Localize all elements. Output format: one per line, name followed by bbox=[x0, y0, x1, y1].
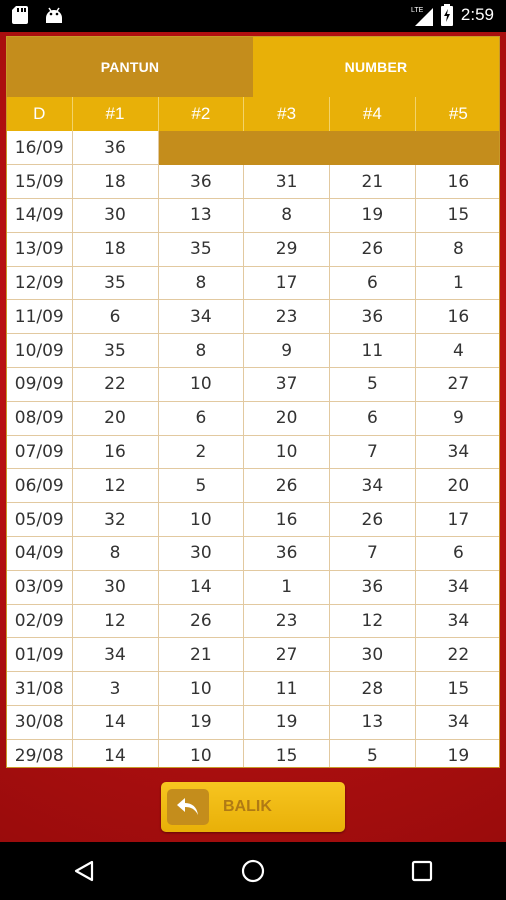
table-row bbox=[7, 131, 500, 165]
number-cell: 34 bbox=[415, 435, 500, 469]
results-table bbox=[7, 97, 500, 768]
number-cell: 34 bbox=[415, 706, 500, 740]
number-cell: 19 bbox=[244, 706, 330, 740]
date-cell: 03/09 bbox=[7, 570, 72, 604]
number-cell: 15 bbox=[244, 739, 330, 768]
table-row bbox=[7, 368, 500, 402]
number-cell: 30 bbox=[330, 638, 416, 672]
sd-card-icon bbox=[12, 6, 30, 24]
table-row bbox=[7, 300, 500, 334]
date-cell: 13/09 bbox=[7, 232, 72, 266]
number-cell: 10 bbox=[158, 368, 244, 402]
number-cell: 36 bbox=[72, 131, 158, 165]
table-row bbox=[7, 706, 500, 740]
number-cell: 23 bbox=[244, 604, 330, 638]
number-cell: 1 bbox=[244, 570, 330, 604]
date-cell: 02/09 bbox=[7, 604, 72, 638]
date-cell: 01/09 bbox=[7, 638, 72, 672]
date-cell: 10/09 bbox=[7, 334, 72, 368]
number-cell: 18 bbox=[72, 165, 158, 199]
number-cell: 8 bbox=[158, 334, 244, 368]
number-cell: 36 bbox=[330, 570, 416, 604]
header-1: #1 bbox=[72, 97, 158, 131]
number-cell: 26 bbox=[330, 232, 416, 266]
table-row bbox=[7, 334, 500, 368]
tab-bar bbox=[7, 37, 499, 97]
number-cell: 15 bbox=[415, 199, 500, 233]
date-cell: 07/09 bbox=[7, 435, 72, 469]
date-cell: 08/09 bbox=[7, 401, 72, 435]
number-cell: 30 bbox=[158, 537, 244, 571]
status-bar bbox=[0, 0, 506, 32]
number-cell: 34 bbox=[415, 570, 500, 604]
back-button[interactable] bbox=[161, 782, 345, 832]
table-row bbox=[7, 638, 500, 672]
number-cell: 26 bbox=[330, 503, 416, 537]
number-cell: 7 bbox=[330, 435, 416, 469]
table-row bbox=[7, 199, 500, 233]
table-header-row bbox=[7, 97, 500, 131]
date-cell: 30/08 bbox=[7, 706, 72, 740]
date-cell: 16/09 bbox=[7, 131, 72, 165]
table-row bbox=[7, 503, 500, 537]
battery-icon bbox=[441, 4, 453, 26]
number-cell: 12 bbox=[72, 469, 158, 503]
number-cell: 21 bbox=[158, 638, 244, 672]
number-cell: 23 bbox=[244, 300, 330, 334]
number-cell: 6 bbox=[72, 300, 158, 334]
number-cell: 8 bbox=[415, 232, 500, 266]
number-cell: 12 bbox=[330, 604, 416, 638]
table-row bbox=[7, 604, 500, 638]
date-cell: 04/09 bbox=[7, 537, 72, 571]
number-cell: 30 bbox=[72, 570, 158, 604]
app-background bbox=[0, 32, 506, 842]
android-icon bbox=[44, 6, 62, 24]
number-cell: 1 bbox=[415, 266, 500, 300]
number-cell: 29 bbox=[244, 232, 330, 266]
number-cell: 16 bbox=[415, 165, 500, 199]
date-cell: 15/09 bbox=[7, 165, 72, 199]
number-cell: 13 bbox=[158, 199, 244, 233]
date-cell: 05/09 bbox=[7, 503, 72, 537]
number-cell: 11 bbox=[244, 672, 330, 706]
number-cell: 27 bbox=[244, 638, 330, 672]
number-cell: 17 bbox=[415, 503, 500, 537]
number-cell: 6 bbox=[415, 537, 500, 571]
svg-text:LTE: LTE bbox=[410, 7, 424, 14]
date-cell: 11/09 bbox=[7, 300, 72, 334]
number-cell: 31 bbox=[244, 165, 330, 199]
number-cell: 13 bbox=[330, 706, 416, 740]
number-cell: 35 bbox=[158, 232, 244, 266]
number-cell: 18 bbox=[72, 232, 158, 266]
number-cell: 9 bbox=[415, 401, 500, 435]
table-row bbox=[7, 469, 500, 503]
number-cell: 6 bbox=[330, 401, 416, 435]
date-cell: 09/09 bbox=[7, 368, 72, 402]
table-row bbox=[7, 266, 500, 300]
table-row bbox=[7, 232, 500, 266]
number-cell: 10 bbox=[158, 739, 244, 768]
number-cell: 35 bbox=[72, 266, 158, 300]
tab-number-label: NUMBER bbox=[344, 59, 408, 75]
number-cell: 16 bbox=[244, 503, 330, 537]
number-cell: 14 bbox=[72, 739, 158, 768]
header-3: #3 bbox=[244, 97, 330, 131]
table-row bbox=[7, 739, 500, 768]
navigation-bar bbox=[0, 842, 506, 900]
number-cell: 6 bbox=[330, 266, 416, 300]
number-cell: 5 bbox=[330, 368, 416, 402]
number-cell: 36 bbox=[330, 300, 416, 334]
date-cell: 06/09 bbox=[7, 469, 72, 503]
number-cell: 8 bbox=[72, 537, 158, 571]
number-cell: 26 bbox=[158, 604, 244, 638]
number-cell: 16 bbox=[72, 435, 158, 469]
table-body bbox=[7, 131, 500, 768]
home-circle-icon bbox=[240, 858, 266, 884]
tab-pantun-label: PANTUN bbox=[100, 59, 160, 75]
nav-back-button[interactable] bbox=[54, 842, 114, 900]
number-cell: 35 bbox=[72, 334, 158, 368]
recents-square-icon bbox=[411, 860, 433, 882]
number-cell: 34 bbox=[158, 300, 244, 334]
number-cell: 26 bbox=[244, 469, 330, 503]
date-cell: 12/09 bbox=[7, 266, 72, 300]
number-cell: 21 bbox=[330, 165, 416, 199]
number-cell: 6 bbox=[158, 401, 244, 435]
table-row bbox=[7, 165, 500, 199]
header-date: D bbox=[7, 97, 72, 131]
number-cell: 5 bbox=[330, 739, 416, 768]
number-cell: 9 bbox=[244, 334, 330, 368]
number-cell: 8 bbox=[244, 199, 330, 233]
header-2: #2 bbox=[158, 97, 244, 131]
header-4: #4 bbox=[330, 97, 416, 131]
number-cell: 28 bbox=[330, 672, 416, 706]
tab-number[interactable] bbox=[253, 37, 499, 97]
number-cell: 37 bbox=[244, 368, 330, 402]
number-cell: 10 bbox=[244, 435, 330, 469]
signal-icon bbox=[411, 4, 433, 26]
number-cell: 14 bbox=[72, 706, 158, 740]
pending-results-cell bbox=[158, 131, 500, 165]
number-cell: 20 bbox=[72, 401, 158, 435]
undo-arrow-icon bbox=[167, 789, 209, 825]
number-cell: 5 bbox=[158, 469, 244, 503]
number-cell: 32 bbox=[72, 503, 158, 537]
number-cell: 22 bbox=[72, 368, 158, 402]
number-cell: 12 bbox=[72, 604, 158, 638]
number-cell: 19 bbox=[158, 706, 244, 740]
results-panel bbox=[6, 36, 500, 768]
number-cell: 20 bbox=[244, 401, 330, 435]
number-cell: 34 bbox=[72, 638, 158, 672]
number-cell: 19 bbox=[415, 739, 500, 768]
number-cell: 4 bbox=[415, 334, 500, 368]
date-cell: 31/08 bbox=[7, 672, 72, 706]
number-cell: 27 bbox=[415, 368, 500, 402]
table-row bbox=[7, 570, 500, 604]
back-triangle-icon bbox=[72, 859, 96, 883]
number-cell: 11 bbox=[330, 334, 416, 368]
number-cell: 7 bbox=[330, 537, 416, 571]
back-button-label: BALIK bbox=[223, 798, 272, 815]
number-cell: 30 bbox=[72, 199, 158, 233]
number-cell: 10 bbox=[158, 503, 244, 537]
number-cell: 19 bbox=[330, 199, 416, 233]
number-cell: 3 bbox=[72, 672, 158, 706]
number-cell: 16 bbox=[415, 300, 500, 334]
number-cell: 22 bbox=[415, 638, 500, 672]
number-cell: 34 bbox=[415, 604, 500, 638]
number-cell: 34 bbox=[330, 469, 416, 503]
nav-recents-button[interactable] bbox=[392, 842, 452, 900]
table-row bbox=[7, 537, 500, 571]
table-row bbox=[7, 435, 500, 469]
table-row bbox=[7, 401, 500, 435]
number-cell: 20 bbox=[415, 469, 500, 503]
number-cell: 36 bbox=[158, 165, 244, 199]
header-5: #5 bbox=[415, 97, 500, 131]
date-cell: 14/09 bbox=[7, 199, 72, 233]
number-cell: 2 bbox=[158, 435, 244, 469]
number-cell: 36 bbox=[244, 537, 330, 571]
number-cell: 8 bbox=[158, 266, 244, 300]
date-cell: 29/08 bbox=[7, 739, 72, 768]
nav-home-button[interactable] bbox=[223, 842, 283, 900]
number-cell: 10 bbox=[158, 672, 244, 706]
status-time: 2:59 bbox=[460, 5, 494, 24]
number-cell: 14 bbox=[158, 570, 244, 604]
number-cell: 15 bbox=[415, 672, 500, 706]
table-row bbox=[7, 672, 500, 706]
number-cell: 17 bbox=[244, 266, 330, 300]
tab-pantun[interactable] bbox=[7, 37, 253, 97]
